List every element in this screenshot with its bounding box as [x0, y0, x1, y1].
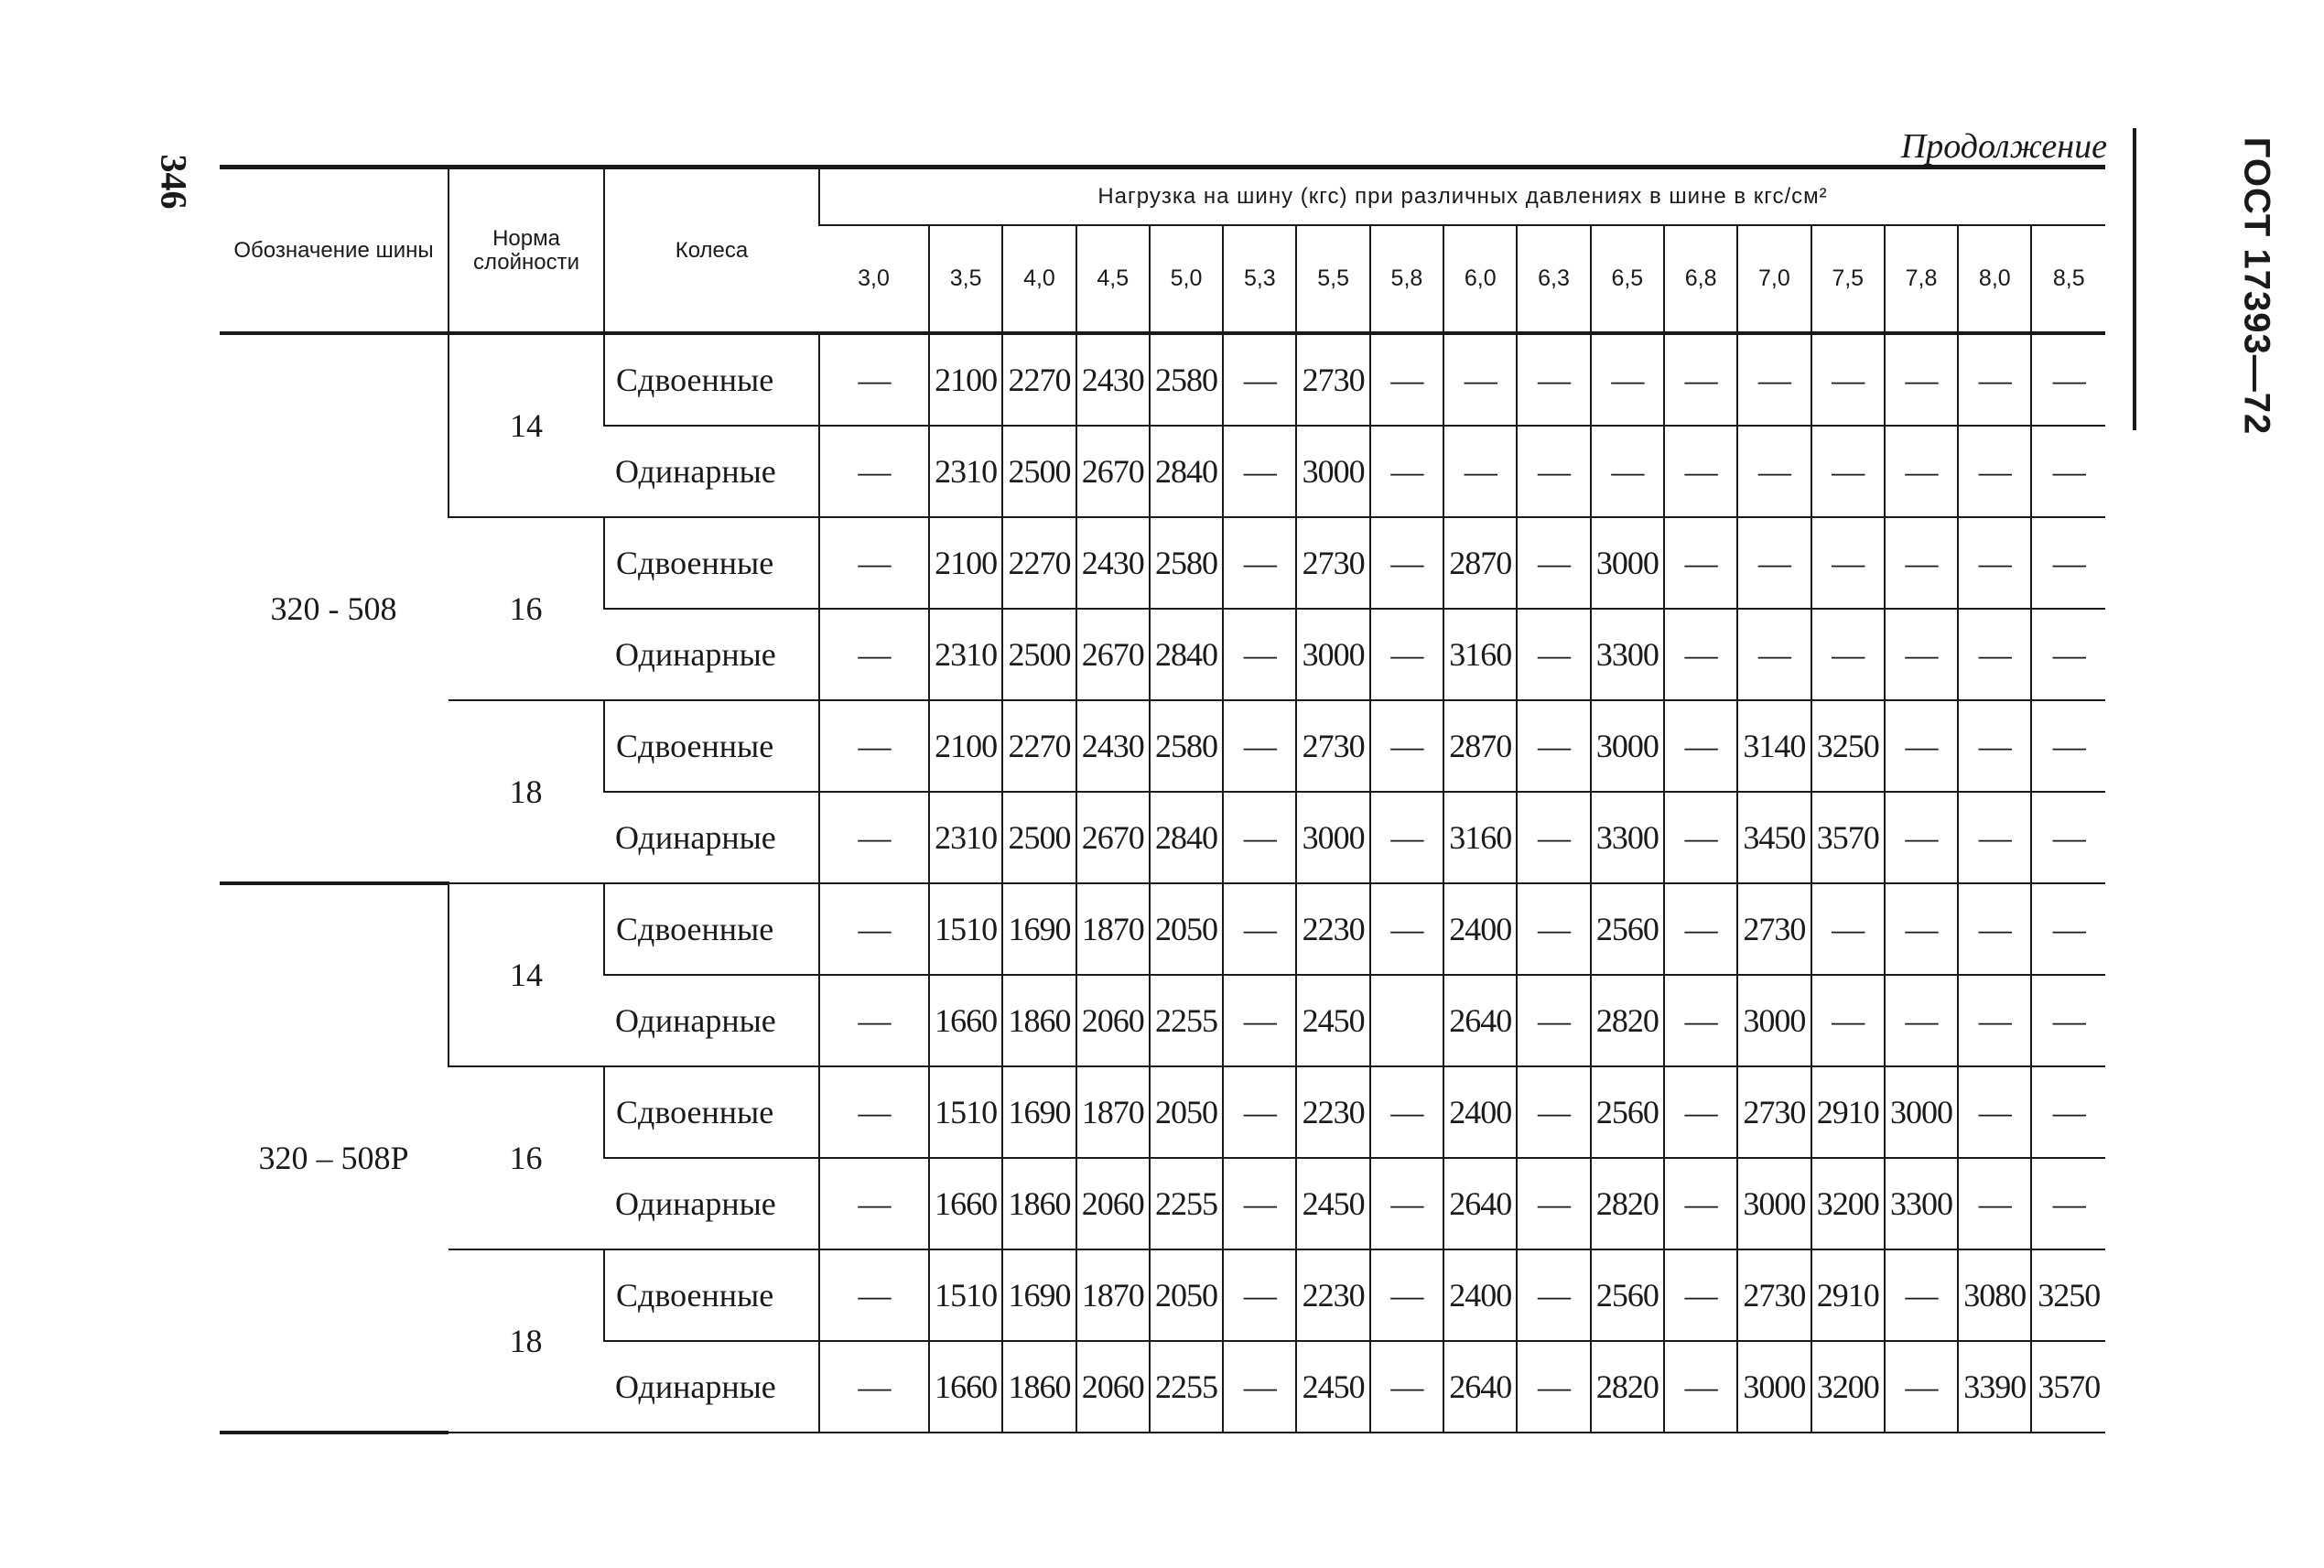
load-value: —: [1811, 883, 1885, 975]
load-value: 2255: [1150, 1158, 1223, 1249]
load-value: 3160: [1443, 609, 1517, 700]
load-value: —: [1885, 1249, 1958, 1341]
header-pressure: 7,5: [1811, 225, 1885, 333]
load-value: 2270: [1002, 700, 1076, 792]
load-value: 2230: [1296, 1066, 1369, 1158]
load-value: —: [819, 792, 929, 883]
load-value: —: [1223, 517, 1296, 609]
load-value: —: [1370, 426, 1443, 517]
load-value: 2840: [1150, 426, 1223, 517]
header-pressure: 3,5: [929, 225, 1002, 333]
load-value: —: [1517, 700, 1590, 792]
header-pressure: 5,3: [1223, 225, 1296, 333]
load-value: 1870: [1076, 1249, 1150, 1341]
wheel-type: Одинарные: [604, 1341, 819, 1433]
load-value: 1660: [929, 1158, 1002, 1249]
header-pressure: 6,8: [1664, 225, 1737, 333]
standard-rule: [2133, 128, 2136, 430]
load-value: [1370, 975, 1443, 1066]
load-value: —: [1517, 609, 1590, 700]
load-value: 2270: [1002, 517, 1076, 609]
load-value: 1510: [929, 883, 1002, 975]
load-value: 1860: [1002, 975, 1076, 1066]
load-value: 2060: [1076, 1158, 1150, 1249]
wheel-type: Сдвоенные: [604, 1066, 819, 1158]
wheel-type: Одинарные: [604, 1158, 819, 1249]
header-pressure: 8,5: [2031, 225, 2105, 333]
load-value: —: [1958, 426, 2031, 517]
load-value: —: [1885, 792, 1958, 883]
load-value: —: [819, 1249, 929, 1341]
header-wheels: Колеса: [604, 168, 819, 334]
load-value: 2670: [1076, 426, 1150, 517]
load-value: —: [1958, 609, 2031, 700]
load-value: —: [1958, 883, 2031, 975]
load-value: 2400: [1443, 1249, 1517, 1341]
load-value: 2730: [1737, 1066, 1811, 1158]
load-value: 3000: [1885, 1066, 1958, 1158]
load-value: —: [1664, 426, 1737, 517]
header-pressure: 4,0: [1002, 225, 1076, 333]
load-value: 2310: [929, 609, 1002, 700]
load-value: 3250: [1811, 700, 1885, 792]
load-value: —: [819, 1341, 929, 1433]
load-value: —: [1811, 333, 1885, 426]
load-value: 2500: [1002, 792, 1076, 883]
wheel-type: Сдвоенные: [604, 333, 819, 426]
load-value: —: [1958, 1066, 2031, 1158]
load-value: 2450: [1296, 1158, 1369, 1249]
load-value: 1690: [1002, 883, 1076, 975]
load-value: 2100: [929, 333, 1002, 426]
load-value: —: [1517, 1158, 1590, 1249]
wheel-type: Одинарные: [604, 792, 819, 883]
load-value: 2050: [1150, 1066, 1223, 1158]
load-value: —: [1223, 975, 1296, 1066]
load-value: —: [1370, 1341, 1443, 1433]
load-value: 3080: [1958, 1249, 2031, 1341]
load-value: —: [1443, 426, 1517, 517]
load-value: 3570: [1811, 792, 1885, 883]
load-value: 2310: [929, 792, 1002, 883]
load-value: —: [1664, 1158, 1737, 1249]
load-value: —: [1517, 1249, 1590, 1341]
load-value: 1660: [929, 1341, 1002, 1433]
load-value: —: [2031, 700, 2105, 792]
load-value: 1510: [929, 1066, 1002, 1158]
ply-rating: 16: [449, 517, 604, 700]
header-pressure: 5,0: [1150, 225, 1223, 333]
load-value: 2580: [1150, 700, 1223, 792]
load-value: —: [1737, 609, 1811, 700]
load-value: —: [1664, 1249, 1737, 1341]
load-value: —: [1811, 975, 1885, 1066]
table-row: [220, 517, 2105, 609]
continuation-label: Продолжение: [1900, 127, 2107, 166]
load-value: —: [1958, 333, 2031, 426]
load-value: —: [1443, 333, 1517, 426]
load-value: —: [1223, 609, 1296, 700]
load-value: 2060: [1076, 975, 1150, 1066]
load-value: —: [1370, 792, 1443, 883]
load-value: —: [1885, 333, 1958, 426]
load-value: —: [1811, 426, 1885, 517]
header-pressure: 5,5: [1296, 225, 1369, 333]
load-value: —: [1370, 517, 1443, 609]
ply-rating: 18: [449, 1249, 604, 1433]
load-value: —: [819, 1158, 929, 1249]
load-value: 3000: [1737, 1341, 1811, 1433]
load-value: 2820: [1591, 975, 1664, 1066]
load-value: —: [1223, 426, 1296, 517]
load-value: 2670: [1076, 609, 1150, 700]
table-row: [220, 700, 2105, 792]
load-value: —: [819, 609, 929, 700]
load-value: —: [1517, 883, 1590, 975]
load-value: —: [1517, 1341, 1590, 1433]
load-value: —: [1223, 1158, 1296, 1249]
load-value: —: [1223, 700, 1296, 792]
load-value: —: [1885, 609, 1958, 700]
load-value: 2500: [1002, 426, 1076, 517]
load-value: 2640: [1443, 975, 1517, 1066]
load-value: 2870: [1443, 517, 1517, 609]
load-value: 2910: [1811, 1066, 1885, 1158]
load-value: —: [1737, 333, 1811, 426]
load-value: 3300: [1885, 1158, 1958, 1249]
load-value: —: [1370, 1249, 1443, 1341]
load-value: —: [819, 517, 929, 609]
load-value: —: [1370, 333, 1443, 426]
load-value: —: [1958, 1158, 2031, 1249]
load-value: 3250: [2031, 1249, 2105, 1341]
load-value: —: [1885, 1341, 1958, 1433]
load-value: —: [1885, 883, 1958, 975]
load-value: —: [1370, 1066, 1443, 1158]
load-value: —: [1517, 1066, 1590, 1158]
load-value: —: [1664, 883, 1737, 975]
header-pressure: 7,8: [1885, 225, 1958, 333]
ply-rating: 16: [449, 1066, 604, 1249]
load-value: —: [1223, 792, 1296, 883]
wheel-type: Сдвоенные: [604, 1249, 819, 1341]
load-value: 2730: [1296, 517, 1369, 609]
load-value: 2640: [1443, 1158, 1517, 1249]
load-value: 2910: [1811, 1249, 1885, 1341]
load-value: —: [819, 975, 929, 1066]
load-value: 2870: [1443, 700, 1517, 792]
header-load: Нагрузка на шину (кгс) при различных давлениях в шине в кгс/см²: [819, 168, 2105, 226]
load-value: —: [819, 700, 929, 792]
header-pressure: 6,0: [1443, 225, 1517, 333]
load-value: 1660: [929, 975, 1002, 1066]
load-value: 3000: [1296, 792, 1369, 883]
header-pressure: 7,0: [1737, 225, 1811, 333]
load-value: 2270: [1002, 333, 1076, 426]
standard-label: ГОСТ 17393—72: [2236, 136, 2277, 436]
tire-designation: 320 - 508: [220, 333, 449, 883]
load-value: 2060: [1076, 1341, 1150, 1433]
load-value: —: [1958, 700, 2031, 792]
load-value: —: [1811, 609, 1885, 700]
table-row: [220, 1066, 2105, 1158]
load-value: 2840: [1150, 792, 1223, 883]
load-value: 2580: [1150, 333, 1223, 426]
load-value: —: [1591, 333, 1664, 426]
load-value: —: [1223, 883, 1296, 975]
ply-rating: 14: [449, 883, 604, 1066]
wheel-type: Сдвоенные: [604, 517, 819, 609]
load-value: 3160: [1443, 792, 1517, 883]
load-value: —: [1885, 975, 1958, 1066]
wheel-type: Одинарные: [604, 975, 819, 1066]
table-row: [220, 883, 2105, 975]
load-value: —: [1664, 1341, 1737, 1433]
load-value: —: [2031, 1066, 2105, 1158]
header-pressure: 3,0: [819, 225, 929, 333]
load-value: —: [2031, 609, 2105, 700]
load-value: 3000: [1296, 609, 1369, 700]
table-row: [220, 1249, 2105, 1341]
load-value: 2730: [1296, 333, 1369, 426]
ply-rating: 14: [449, 333, 604, 517]
ply-rating: 18: [449, 700, 604, 883]
load-value: 2050: [1150, 1249, 1223, 1341]
load-value: —: [1223, 1341, 1296, 1433]
load-value: 2820: [1591, 1158, 1664, 1249]
page-number: 346: [153, 154, 195, 210]
load-value: —: [1664, 1066, 1737, 1158]
load-value: 1690: [1002, 1066, 1076, 1158]
header-pressure: 5,8: [1370, 225, 1443, 333]
wheel-type: Одинарные: [604, 609, 819, 700]
load-value: —: [1885, 700, 1958, 792]
header-tire: Обозначение шины: [220, 168, 449, 334]
load-value: —: [2031, 333, 2105, 426]
load-table: [220, 165, 2105, 1434]
load-value: 2230: [1296, 1249, 1369, 1341]
load-value: —: [1664, 700, 1737, 792]
load-value: 2640: [1443, 1341, 1517, 1433]
load-value: —: [1958, 792, 2031, 883]
load-value: 3000: [1737, 975, 1811, 1066]
load-value: —: [1517, 975, 1590, 1066]
load-value: 3570: [2031, 1341, 2105, 1433]
load-value: 3300: [1591, 792, 1664, 883]
load-value: 2230: [1296, 883, 1369, 975]
tire-designation: 320 – 508Р: [220, 883, 449, 1433]
load-value: —: [1885, 426, 1958, 517]
load-value: —: [1664, 333, 1737, 426]
wheel-type: Сдвоенные: [604, 883, 819, 975]
load-value: 2840: [1150, 609, 1223, 700]
load-value: 3300: [1591, 609, 1664, 700]
load-value: —: [1664, 609, 1737, 700]
load-value: 1690: [1002, 1249, 1076, 1341]
load-value: 2430: [1076, 333, 1150, 426]
load-value: —: [1664, 975, 1737, 1066]
load-value: 2430: [1076, 700, 1150, 792]
load-value: 1860: [1002, 1158, 1076, 1249]
load-value: —: [1811, 517, 1885, 609]
load-value: —: [1517, 517, 1590, 609]
load-value: —: [1370, 700, 1443, 792]
load-value: —: [2031, 517, 2105, 609]
load-value: 2255: [1150, 975, 1223, 1066]
load-value: 2730: [1737, 883, 1811, 975]
load-value: —: [1517, 792, 1590, 883]
load-value: 2400: [1443, 883, 1517, 975]
load-value: 2560: [1591, 1249, 1664, 1341]
load-value: —: [2031, 426, 2105, 517]
table-row: [220, 333, 2105, 426]
load-value: —: [1591, 426, 1664, 517]
header-pressure: 6,5: [1591, 225, 1664, 333]
load-value: —: [1370, 609, 1443, 700]
load-value: 2560: [1591, 883, 1664, 975]
load-value: 2050: [1150, 883, 1223, 975]
load-value: —: [2031, 883, 2105, 975]
header-pressure: 8,0: [1958, 225, 2031, 333]
load-value: —: [1223, 1249, 1296, 1341]
load-value: —: [1737, 517, 1811, 609]
load-value: 2310: [929, 426, 1002, 517]
load-value: 2400: [1443, 1066, 1517, 1158]
load-value: —: [1223, 333, 1296, 426]
load-value: —: [819, 1066, 929, 1158]
load-value: 1510: [929, 1249, 1002, 1341]
load-value: 2100: [929, 517, 1002, 609]
header-pressure: 6,3: [1517, 225, 1590, 333]
load-value: —: [819, 333, 929, 426]
header-pressure: 4,5: [1076, 225, 1150, 333]
load-value: 2450: [1296, 975, 1369, 1066]
load-value: 2255: [1150, 1341, 1223, 1433]
load-value: 3390: [1958, 1341, 2031, 1433]
header-norm: Норма слойности: [449, 168, 604, 334]
load-value: —: [1370, 1158, 1443, 1249]
load-value: 2820: [1591, 1341, 1664, 1433]
load-value: —: [819, 426, 929, 517]
load-value: 3000: [1737, 1158, 1811, 1249]
wheel-type: Сдвоенные: [604, 700, 819, 792]
load-value: —: [1885, 517, 1958, 609]
load-value: 3000: [1591, 700, 1664, 792]
load-value: —: [1517, 426, 1590, 517]
load-value: 3450: [1737, 792, 1811, 883]
load-value: 2580: [1150, 517, 1223, 609]
load-value: 3200: [1811, 1341, 1885, 1433]
load-value: 2500: [1002, 609, 1076, 700]
load-value: 2450: [1296, 1341, 1369, 1433]
load-value: 2430: [1076, 517, 1150, 609]
load-value: 1870: [1076, 1066, 1150, 1158]
load-value: —: [1517, 333, 1590, 426]
load-value: —: [2031, 1158, 2105, 1249]
load-value: 3000: [1591, 517, 1664, 609]
wheel-type: Одинарные: [604, 426, 819, 517]
load-value: —: [1370, 883, 1443, 975]
load-value: 3000: [1296, 426, 1369, 517]
load-value: —: [2031, 792, 2105, 883]
load-value: —: [1737, 426, 1811, 517]
load-value: 1870: [1076, 883, 1150, 975]
load-value: —: [1958, 517, 2031, 609]
load-value: 2100: [929, 700, 1002, 792]
load-value: —: [2031, 975, 2105, 1066]
load-value: 2670: [1076, 792, 1150, 883]
load-value: —: [1664, 792, 1737, 883]
load-value: 3200: [1811, 1158, 1885, 1249]
load-value: —: [1664, 517, 1737, 609]
load-value: 2730: [1737, 1249, 1811, 1341]
load-value: 2730: [1296, 700, 1369, 792]
load-value: 1860: [1002, 1341, 1076, 1433]
load-value: —: [1958, 975, 2031, 1066]
load-value: —: [1223, 1066, 1296, 1158]
load-value: —: [819, 883, 929, 975]
load-value: 3140: [1737, 700, 1811, 792]
load-value: 2560: [1591, 1066, 1664, 1158]
